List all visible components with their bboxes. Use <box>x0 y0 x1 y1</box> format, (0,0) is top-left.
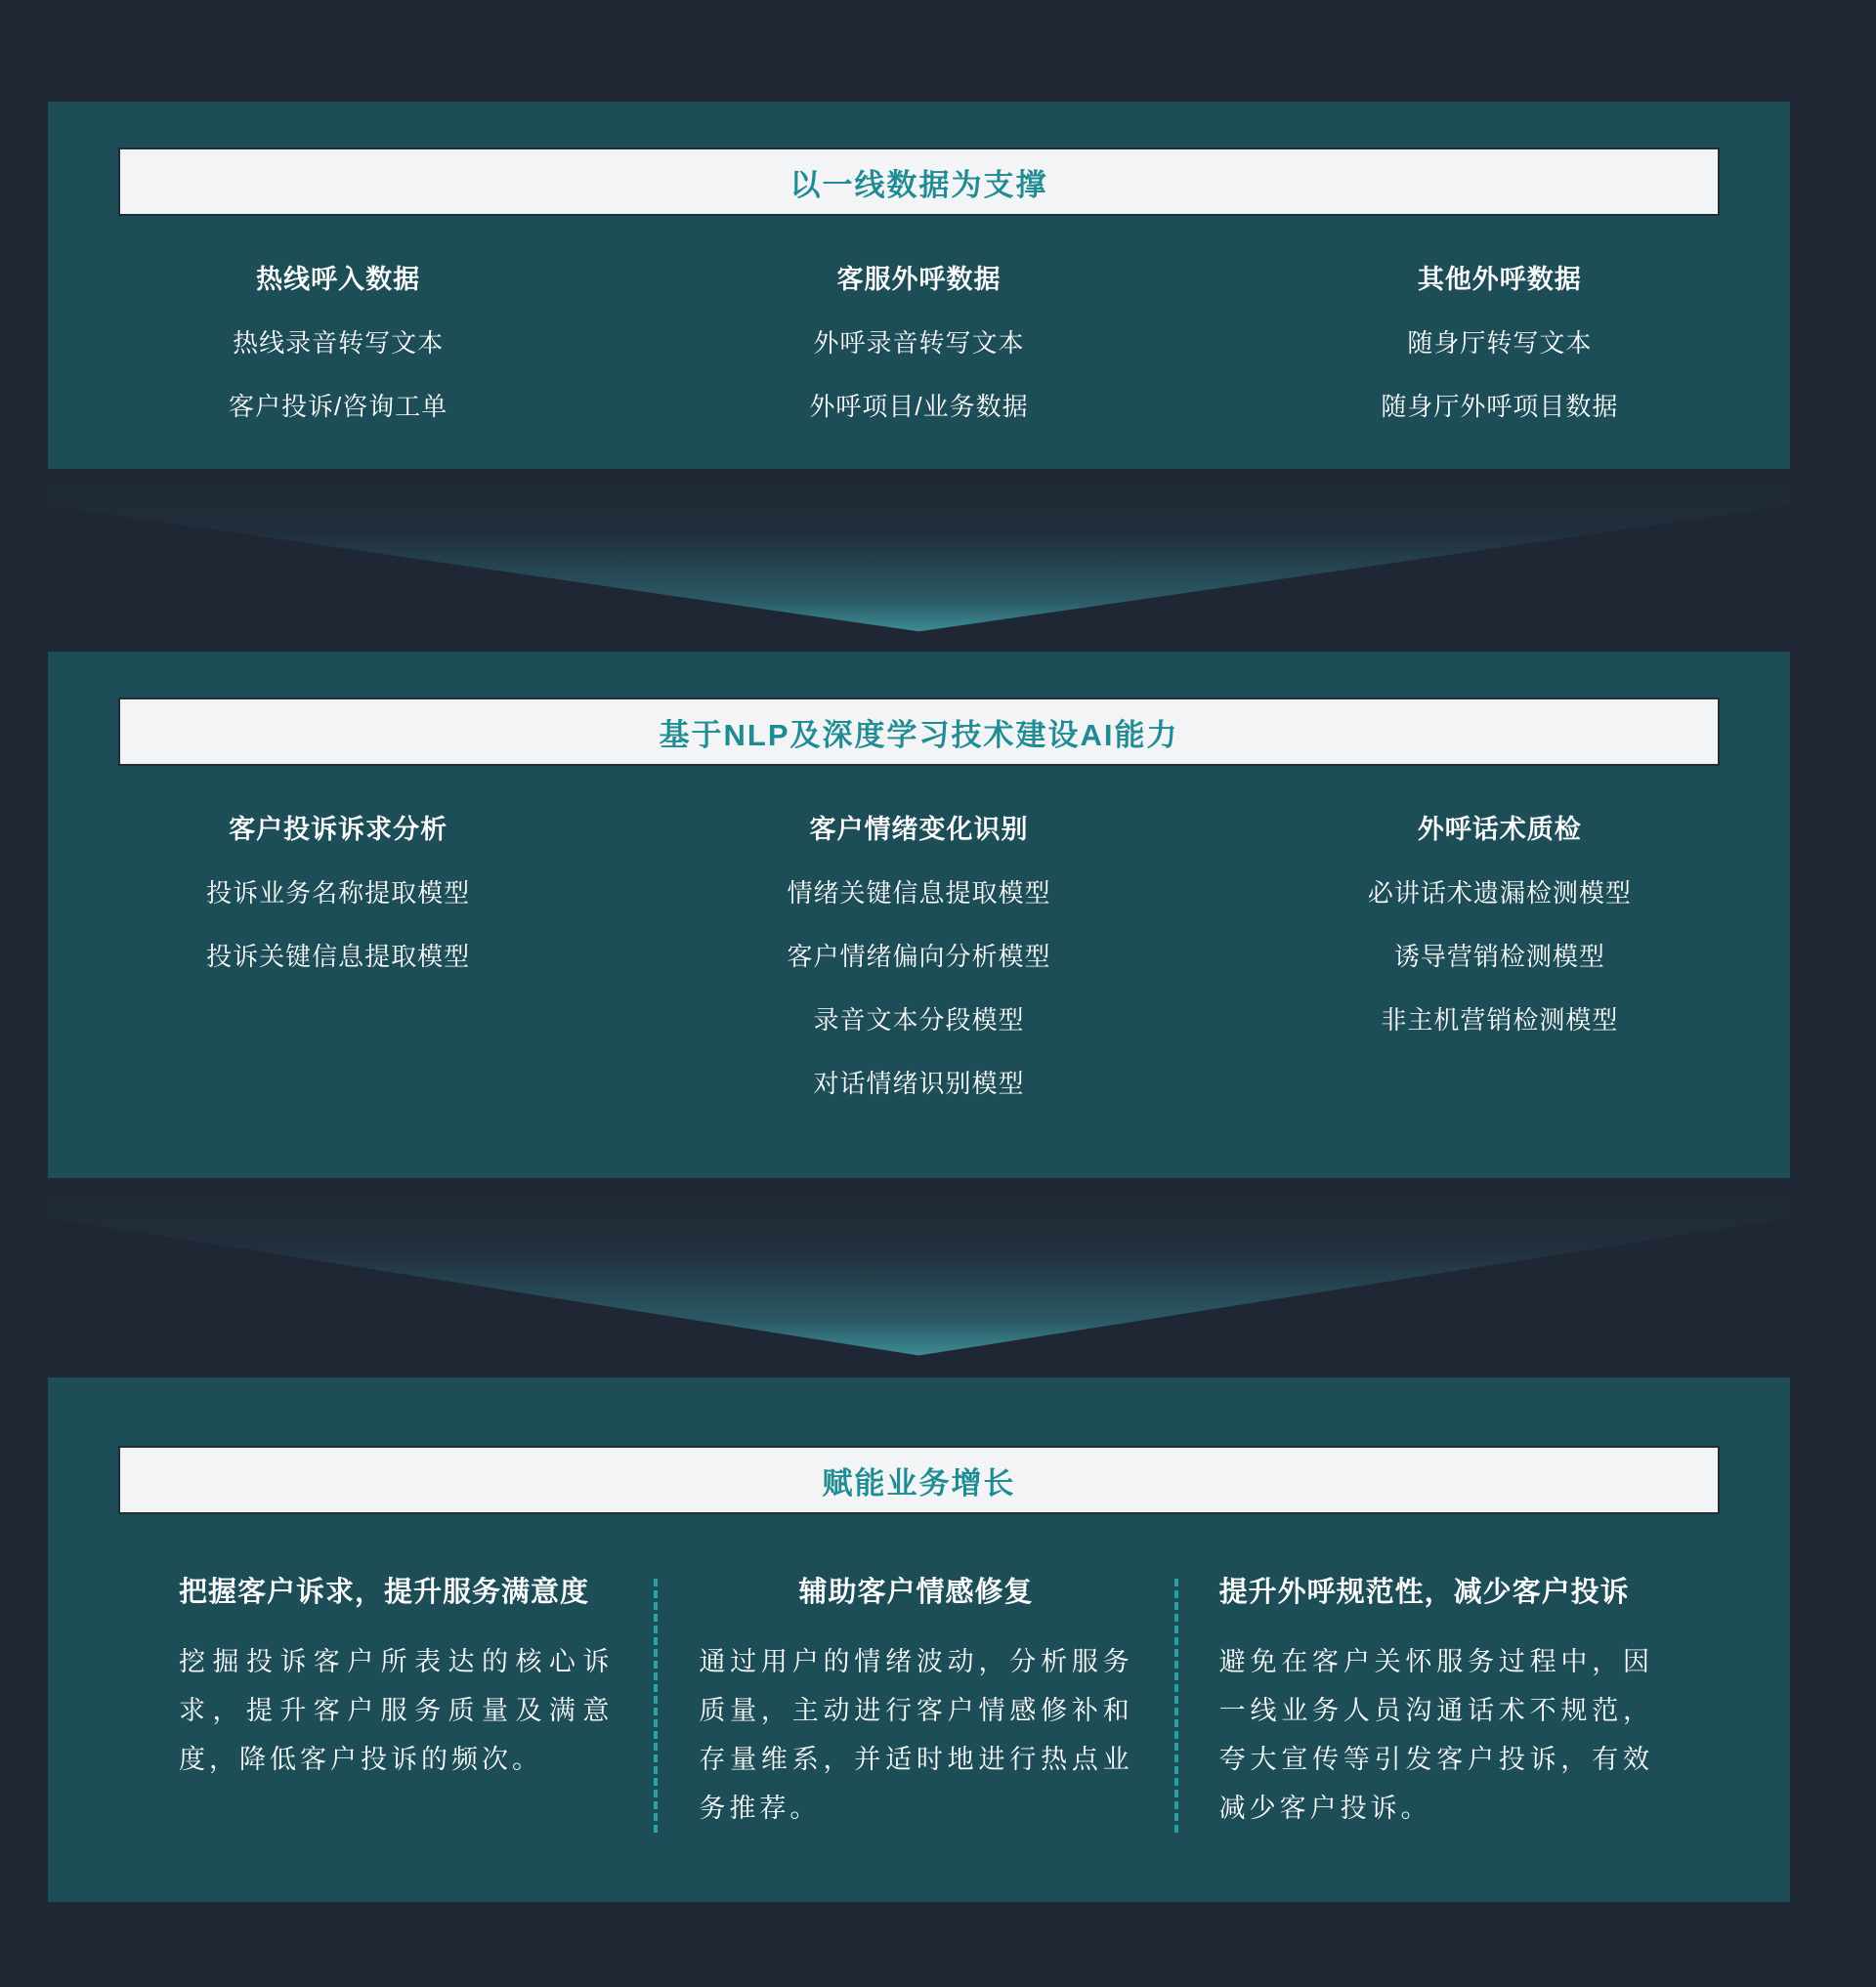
column-item: 情绪关键信息提取模型 <box>787 878 1051 908</box>
section-title-3: 赋能业务增长 <box>822 1465 1016 1501</box>
section-ai-capability <box>48 652 1790 1178</box>
column-item: 热线录音转写文本 <box>233 328 445 358</box>
column-header: 客户情绪变化识别 <box>809 815 1029 844</box>
benefit-header: 把握客户诉求，提升服务满意度 <box>179 1577 590 1608</box>
section-title-1: 以一线数据为支撑 <box>789 167 1048 202</box>
benefit-header: 辅助客户情感修复 <box>798 1577 1034 1608</box>
column-item: 必讲话术遗漏检测模型 <box>1367 878 1632 908</box>
column-item: 客户投诉/咨询工单 <box>229 392 448 421</box>
column-item: 客户情绪偏向分析模型 <box>787 942 1051 971</box>
column-item: 投诉业务名称提取模型 <box>206 878 471 908</box>
column-other-outbound-data <box>1210 248 1790 439</box>
benefit-paragraph: 挖掘投诉客户所表达的核心诉求，提升客户服务质量及满意度，降低客户投诉的频次。 <box>179 1647 614 1774</box>
benefit-outbound-compliance <box>1178 1573 1694 1833</box>
section-business-growth <box>48 1377 1790 1902</box>
column-outbound-script-qc <box>1210 798 1790 1116</box>
column-header: 客户投诉诉求分析 <box>229 815 448 844</box>
column-header: 其他外呼数据 <box>1417 265 1582 294</box>
section-title-bar-1 <box>118 148 1720 216</box>
column-service-outbound-data <box>628 248 1209 439</box>
column-item: 非主机营销检测模型 <box>1381 1005 1619 1035</box>
column-item: 录音文本分段模型 <box>813 1005 1025 1035</box>
benefit-header: 提升外呼规范性，减少客户投诉 <box>1218 1577 1630 1608</box>
column-hotline-inbound-data <box>48 248 628 439</box>
column-item: 外呼录音转写文本 <box>813 328 1025 358</box>
column-item: 对话情绪识别模型 <box>813 1069 1025 1098</box>
column-header: 客服外呼数据 <box>836 265 1002 294</box>
flow-arrow-down-icon <box>48 469 1790 652</box>
benefit-columns <box>138 1573 1694 1833</box>
column-item: 投诉关键信息提取模型 <box>206 942 471 971</box>
column-header: 外呼话术质检 <box>1417 815 1582 844</box>
section-title-bar-3 <box>118 1446 1720 1514</box>
column-item: 随身厅转写文本 <box>1407 328 1593 358</box>
benefit-paragraph: 避免在客户关怀服务过程中，因一线业务人员沟通话术不规范，夸大宣传等引发客户投诉，有效减少客户投诉。 <box>1218 1647 1653 1823</box>
column-item: 外呼项目/业务数据 <box>809 392 1029 421</box>
ai-model-columns <box>48 798 1790 1116</box>
section-title-bar-2 <box>118 698 1720 766</box>
data-source-columns <box>48 248 1790 439</box>
column-item: 随身厅外呼项目数据 <box>1381 392 1619 421</box>
column-complaint-demand-analysis <box>48 798 628 1116</box>
column-emotion-change-recognition <box>628 798 1209 1116</box>
benefit-emotion-repair <box>658 1573 1173 1833</box>
section-data-foundation <box>48 102 1790 469</box>
column-header: 热线呼入数据 <box>256 265 421 294</box>
benefit-paragraph: 通过用户的情绪波动，分析服务质量，主动进行客户情感修补和存量维系，并适时地进行热点业务推荐。 <box>699 1647 1133 1823</box>
column-item: 诱导营销检测模型 <box>1393 942 1605 971</box>
flow-arrow-down-icon <box>48 1178 1790 1377</box>
section-title-2: 基于NLP及深度学习技术建设AI能力 <box>659 717 1179 752</box>
benefit-grasp-customer-demand <box>138 1573 654 1833</box>
